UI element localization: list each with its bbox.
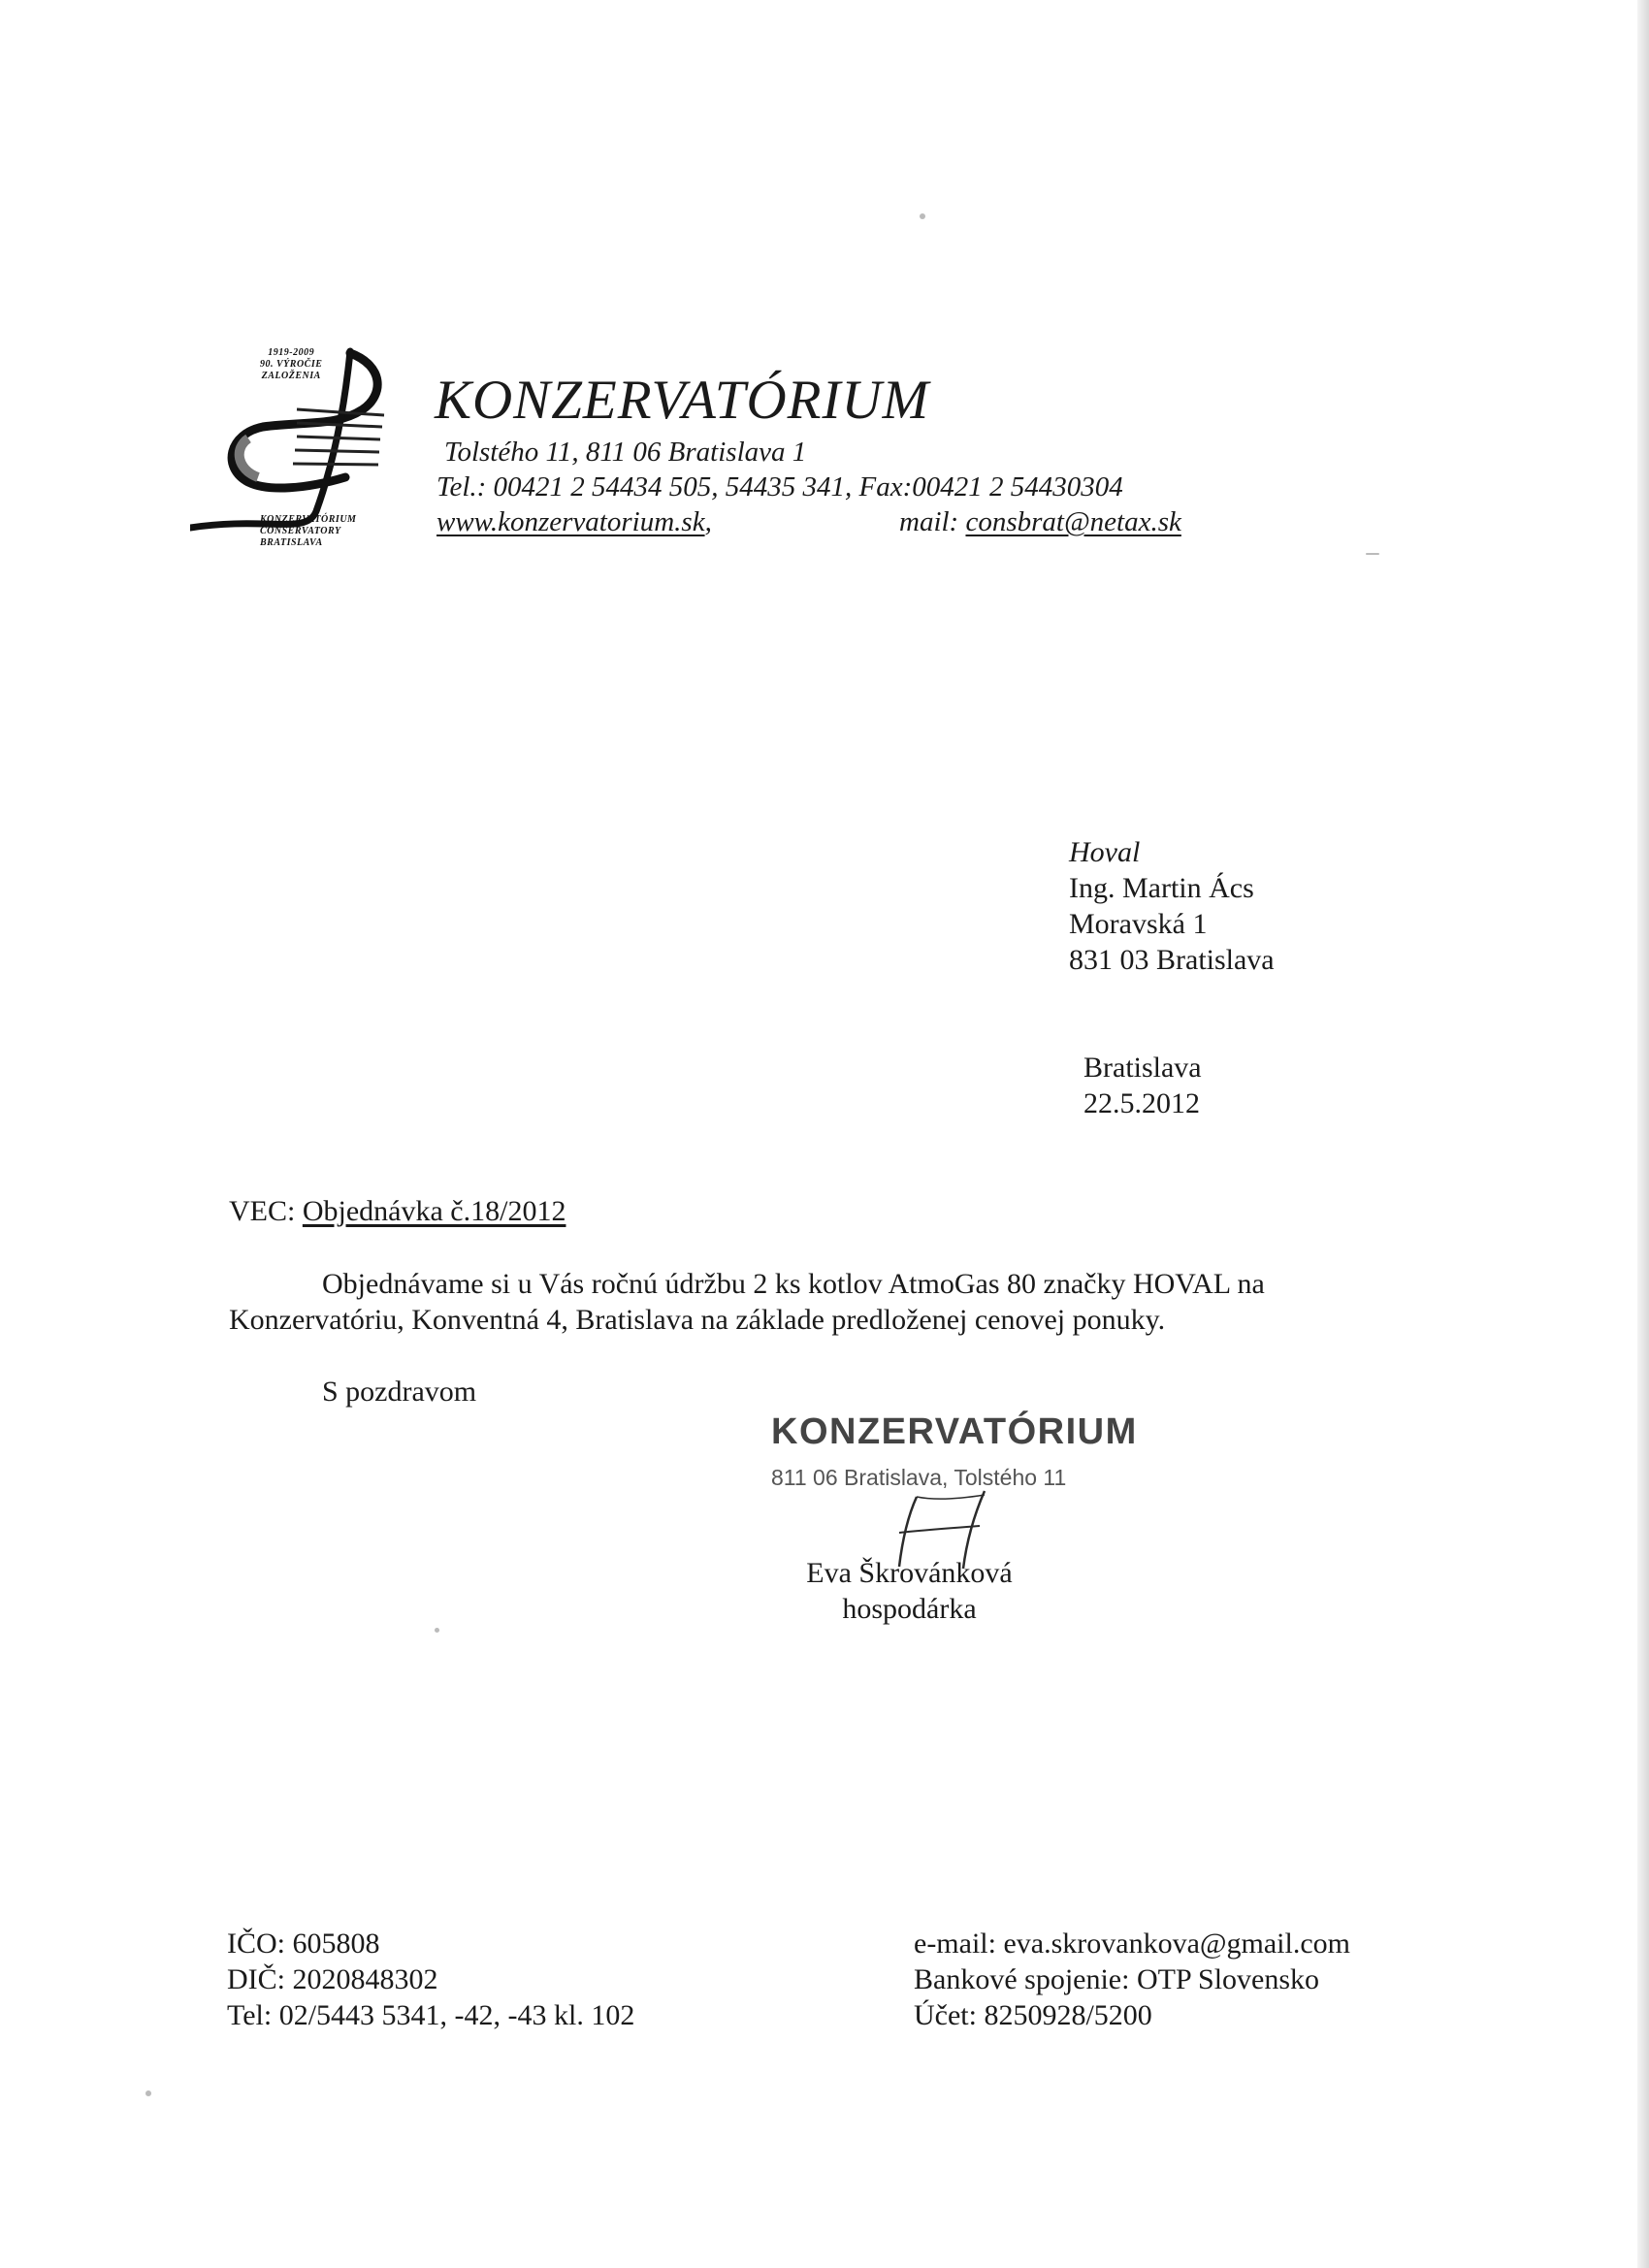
recipient-company: Hoval — [1069, 836, 1141, 868]
scan-speck — [146, 2090, 151, 2096]
body-line-1: Objednávame si u Vás ročnú údržbu 2 ks kotlov AtmoGas 80 značky HOVAL na — [322, 1268, 1265, 1300]
date-block — [1083, 1050, 1202, 1121]
footer-left — [227, 1926, 634, 2033]
footer-ico: IČO: 605808 — [227, 1928, 380, 1960]
footer-bank: Bankové spojenie: OTP Slovensko — [914, 1963, 1320, 1995]
date-place: Bratislava — [1083, 1052, 1202, 1084]
mail-label: mail: — [899, 506, 959, 537]
signatory-name: Eva Škrovánková — [806, 1557, 1013, 1589]
conservatory-logo — [190, 341, 404, 574]
letterhead-address: Tolstého 11, 811 06 Bratislava 1 — [444, 437, 807, 468]
logo-anniversary-years: 1919-2009 — [268, 347, 315, 358]
signatory-block — [795, 1555, 1023, 1627]
letterhead-mail-row — [899, 506, 1181, 538]
recipient-person: Ing. Martin Ács — [1069, 872, 1254, 904]
letterhead-web-row — [436, 506, 712, 538]
scan-speck — [1366, 553, 1379, 555]
footer-tel: Tel: 02/5443 5341, -42, -43 kl. 102 — [227, 1999, 635, 2031]
subject-label: VEC: — [229, 1195, 296, 1227]
footer-email: e-mail: eva.skrovankova@gmail.com — [914, 1928, 1350, 1960]
logo-name-en: CONSERVATORY — [260, 526, 341, 536]
website-separator: , — [704, 506, 712, 537]
recipient-block — [1069, 834, 1275, 978]
body-line-2: Konzervatóriu, Konventná 4, Bratislava na základe predloženej cenovej ponuky. — [229, 1304, 1166, 1336]
footer-account: Účet: 8250928/5200 — [914, 1999, 1152, 2031]
footer-right — [914, 1926, 1350, 2033]
logo-city: BRATISLAVA — [260, 537, 323, 548]
website-link[interactable]: www.konzervatorium.sk — [436, 506, 705, 537]
logo-anniversary-line2: ZALOŽENIA — [261, 371, 321, 381]
footer-dic: DIČ: 2020848302 — [227, 1963, 438, 1995]
scan-speck — [435, 1628, 439, 1633]
date-value: 22.5.2012 — [1083, 1087, 1200, 1119]
logo-anniversary-line1: 90. VÝROČIE — [260, 359, 323, 370]
recipient-street: Moravská 1 — [1069, 908, 1208, 940]
closing-text: S pozdravom — [322, 1376, 477, 1408]
mail-link[interactable]: consbrat@netax.sk — [965, 506, 1181, 537]
logo-name-sk: KONZERVATÓRIUM — [260, 514, 357, 525]
signatory-role: hospodárka — [842, 1593, 977, 1625]
recipient-city: 831 03 Bratislava — [1069, 944, 1275, 976]
stamp-address: 811 06 Bratislava, Tolstého 11 — [771, 1465, 1067, 1490]
scan-edge — [1637, 0, 1649, 2268]
letterhead-title: KONZERVATÓRIUM — [435, 370, 930, 431]
subject-value: Objednávka č.18/2012 — [302, 1195, 566, 1227]
stamp-title: KONZERVATÓRIUM — [771, 1411, 1138, 1452]
letterhead-phone: Tel.: 00421 2 54434 505, 54435 341, Fax:00421 2 54430304 — [436, 471, 1123, 502]
subject-line — [229, 1193, 566, 1229]
scan-speck — [920, 213, 925, 219]
